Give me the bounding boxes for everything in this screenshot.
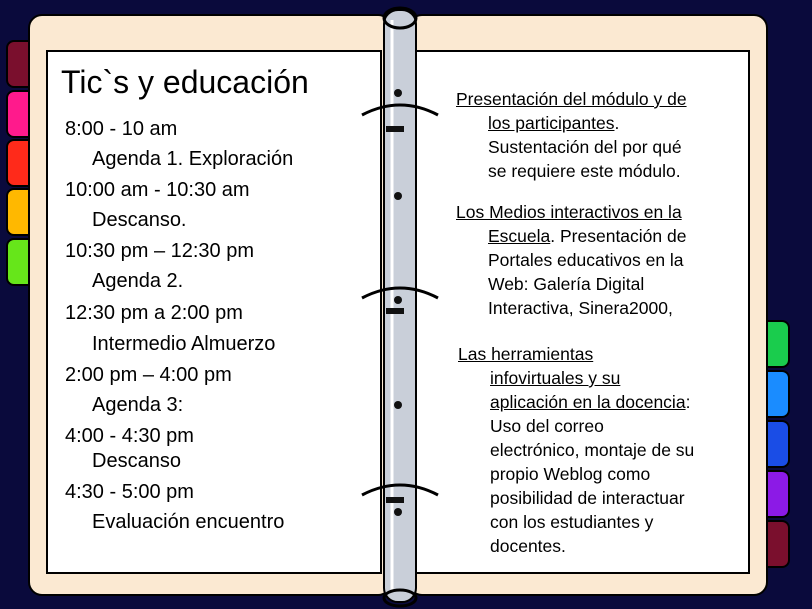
topic-line: Escuela. Presentación de: [488, 226, 687, 246]
schedule-activity: Agenda 3:: [92, 394, 184, 416]
schedule-time: 8:00 - 10 am: [65, 118, 178, 140]
topic-line: los participantes.: [488, 113, 620, 133]
topic-line: Sustentación del por qué: [488, 137, 682, 157]
schedule-time: 10:30 pm – 12:30 pm: [65, 240, 255, 262]
schedule-time: 4:00 - 4:30 pm: [65, 425, 194, 447]
schedule-time: 4:30 - 5:00 pm: [65, 481, 194, 503]
topic-block-2: [456, 200, 736, 320]
topic-line: Web: Galería Digital: [488, 274, 645, 294]
schedule-time: 2:00 pm – 4:00 pm: [65, 364, 232, 386]
topic-line: con los estudiantes y: [490, 512, 654, 532]
schedule-activity: Agenda 2.: [92, 270, 184, 292]
topic-line: [456, 200, 736, 224]
page-title: Tic`s y educación: [61, 64, 309, 100]
schedule-activity: Descanso.: [92, 209, 187, 231]
topic-line: Portales educativos en la: [488, 250, 684, 270]
schedule-activity: Agenda 1. Exploración: [92, 148, 294, 170]
topic-link[interactable]: infovirtuales y su: [490, 368, 621, 388]
topic-link[interactable]: Escuela: [488, 226, 551, 246]
topic-block-1: [456, 87, 736, 183]
schedule-activity: Evaluación encuentro: [92, 511, 285, 533]
topic-line: Uso del correo: [490, 416, 604, 436]
schedule-time: 12:30 pm a 2:00 pm: [65, 302, 243, 324]
topic-line: [456, 87, 736, 111]
schedule-time: 10:00 am - 10:30 am: [65, 179, 250, 201]
topic-line: Interactiva, Sinera2000,: [488, 298, 673, 318]
topic-line: [458, 342, 738, 366]
topic-line: se requiere este módulo.: [488, 161, 681, 181]
schedule-activity: Descanso: [92, 450, 181, 472]
topic-line: propio Weblog como: [490, 464, 651, 484]
topic-link[interactable]: Las herramientas: [458, 344, 594, 364]
topic-block-3: [458, 342, 738, 558]
topic-line: [458, 366, 738, 390]
topic-link[interactable]: Presentación del módulo y de: [456, 89, 687, 109]
topic-link[interactable]: aplicación en la docencia: [490, 392, 686, 412]
topic-line: posibilidad de interactuar: [490, 488, 685, 508]
schedule-activity: Intermedio Almuerzo: [92, 333, 276, 355]
topic-line: docentes.: [490, 536, 566, 556]
binder-rings-icon: [360, 0, 440, 609]
topic-link[interactable]: Los Medios interactivos en la: [456, 202, 682, 222]
topic-link[interactable]: los participantes: [488, 113, 615, 133]
topic-line: aplicación en la docencia:: [490, 392, 691, 412]
topic-line: electrónico, montaje de su: [490, 440, 695, 460]
